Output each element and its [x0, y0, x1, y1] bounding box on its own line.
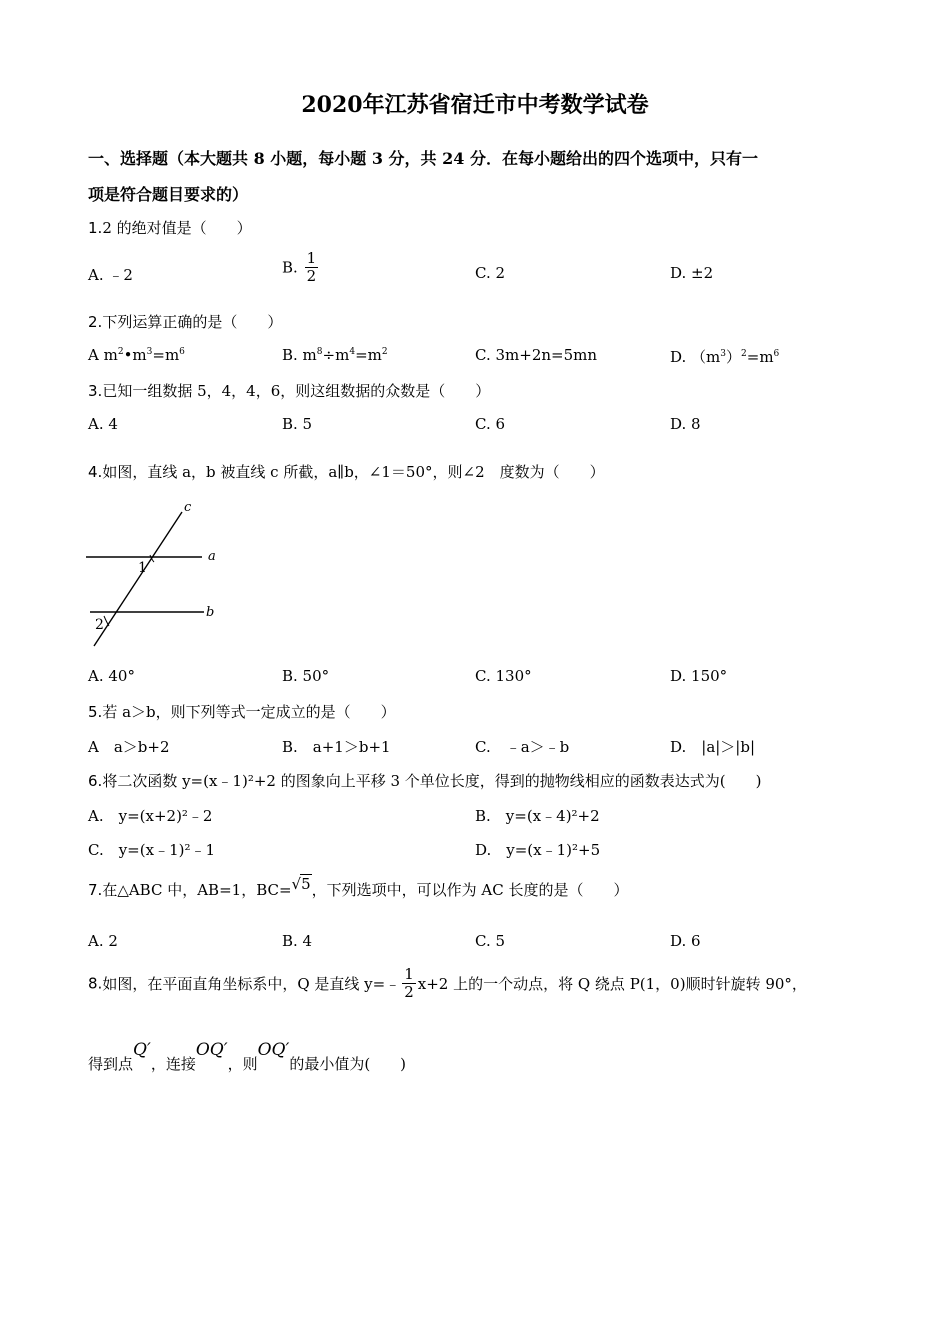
question-6-stem: 6.将二次函数 y=(x﹣1)²+2 的图象向上平移 3 个单位长度，得到的抛物线相应的函数表达式为( ): [88, 772, 762, 790]
q2-option-d: D. $(m^3)^2=m^6$: [670, 348, 780, 366]
question-1-stem: 1.2 的绝对值是（ ）: [88, 219, 252, 237]
label-c: c: [184, 500, 192, 515]
q2-option-a: A $m^2•m^3=m^6$: [88, 346, 185, 364]
question-7-stem: 7.在△ABC 中，AB=1，BC=√5，下列选项中，可以作为 AC 长度的是（ ）: [88, 875, 629, 899]
q5-option-c: C. ﹣a＞﹣b: [475, 738, 570, 756]
q7-option-a: A. 2: [88, 932, 118, 950]
q1-option-d: D. ±2: [670, 264, 714, 282]
q2-option-c: C. 3m+2n=5mn: [475, 346, 598, 364]
q-prime: Q′: [133, 1040, 151, 1060]
q7-option-b: B. 4: [282, 932, 313, 950]
q6-option-d: D. y=(x﹣1)²+5: [475, 841, 601, 859]
label-a: a: [208, 549, 216, 564]
q5-option-a: A a＞b+2: [88, 738, 170, 756]
sqrt-5: √5: [291, 875, 311, 893]
q7-option-d: D. 6: [670, 932, 701, 950]
q2-option-b: B. $m^8\div m^4=m^2$: [282, 346, 388, 364]
q3-option-c: C. 6: [475, 415, 506, 433]
q6-option-c: C. y=(x﹣1)²﹣1: [88, 841, 216, 859]
q3-option-d: D. 8: [670, 415, 701, 433]
q3-option-a: A. 4: [88, 415, 118, 433]
q4-option-a: A. 40°: [88, 667, 135, 685]
q1-option-a: A. ﹣2: [88, 266, 133, 284]
q1-option-b: B. $\frac{1}{2}$: [282, 249, 317, 285]
question-8-stem: 8.如图，在平面直角坐标系中，Q 是直线 y=﹣ $\frac{1}{2}$ x+2 上的一个动点，将 Q 绕点 P(1，0)顺时针旋转 90°，: [88, 965, 807, 1001]
q4-option-c: C. 130°: [475, 667, 532, 685]
oq-prime-2: OQ′: [257, 1040, 290, 1060]
q3-option-b: B. 5: [282, 415, 313, 433]
question-8-line2: 得到点Q′，连接OQ′，则OQ′的最小值为( ): [88, 1040, 407, 1073]
q6-option-a: A. y=(x+2)²﹣2: [88, 807, 213, 825]
q4-option-d: D. 150°: [670, 667, 728, 685]
q5-option-b: B. a+1＞b+1: [282, 738, 391, 756]
parallel-lines-figure: [82, 498, 227, 648]
q4-option-b: B. 50°: [282, 667, 330, 685]
label-b: b: [206, 605, 215, 620]
q7-option-c: C. 5: [475, 932, 506, 950]
label-angle-1: 1: [138, 560, 147, 576]
question-4-stem: 4.如图，直线 a，b 被直线 c 所截，a∥b，∠1＝50°，则∠2 度数为（ ）: [88, 463, 605, 481]
question-5-stem: 5.若 a＞b，则下列等式一定成立的是（ ）: [88, 703, 396, 721]
q1-option-b-fraction: $\frac{1}{2}$: [306, 249, 317, 285]
question-3-stem: 3.已知一组数据 5，4，4，6，则这组数据的众数是（ ）: [88, 382, 491, 400]
q5-option-d: D. |a|＞|b|: [670, 738, 756, 756]
label-angle-2: 2: [95, 617, 104, 633]
q8-fraction: $\frac{1}{2}$: [404, 965, 414, 1001]
question-2-stem: 2.下列运算正确的是（ ）: [88, 313, 283, 331]
page-title: 2020年江苏省宿迁市中考数学试卷: [301, 92, 649, 118]
q1-option-c: C. 2: [475, 264, 506, 282]
line-c: [94, 512, 182, 646]
oq-prime-1: OQ′: [195, 1040, 228, 1060]
angle-2-arc: [104, 616, 109, 626]
section-heading-line2: 项是符合题目要求的）: [88, 185, 249, 204]
q6-option-b: B. y=(x﹣4)²+2: [475, 807, 600, 825]
section-heading-line1: 一、选择题（本大题共 8 小题，每小题 3 分，共 24 分．在每小题给出的四个选项中，只有一: [88, 149, 758, 168]
